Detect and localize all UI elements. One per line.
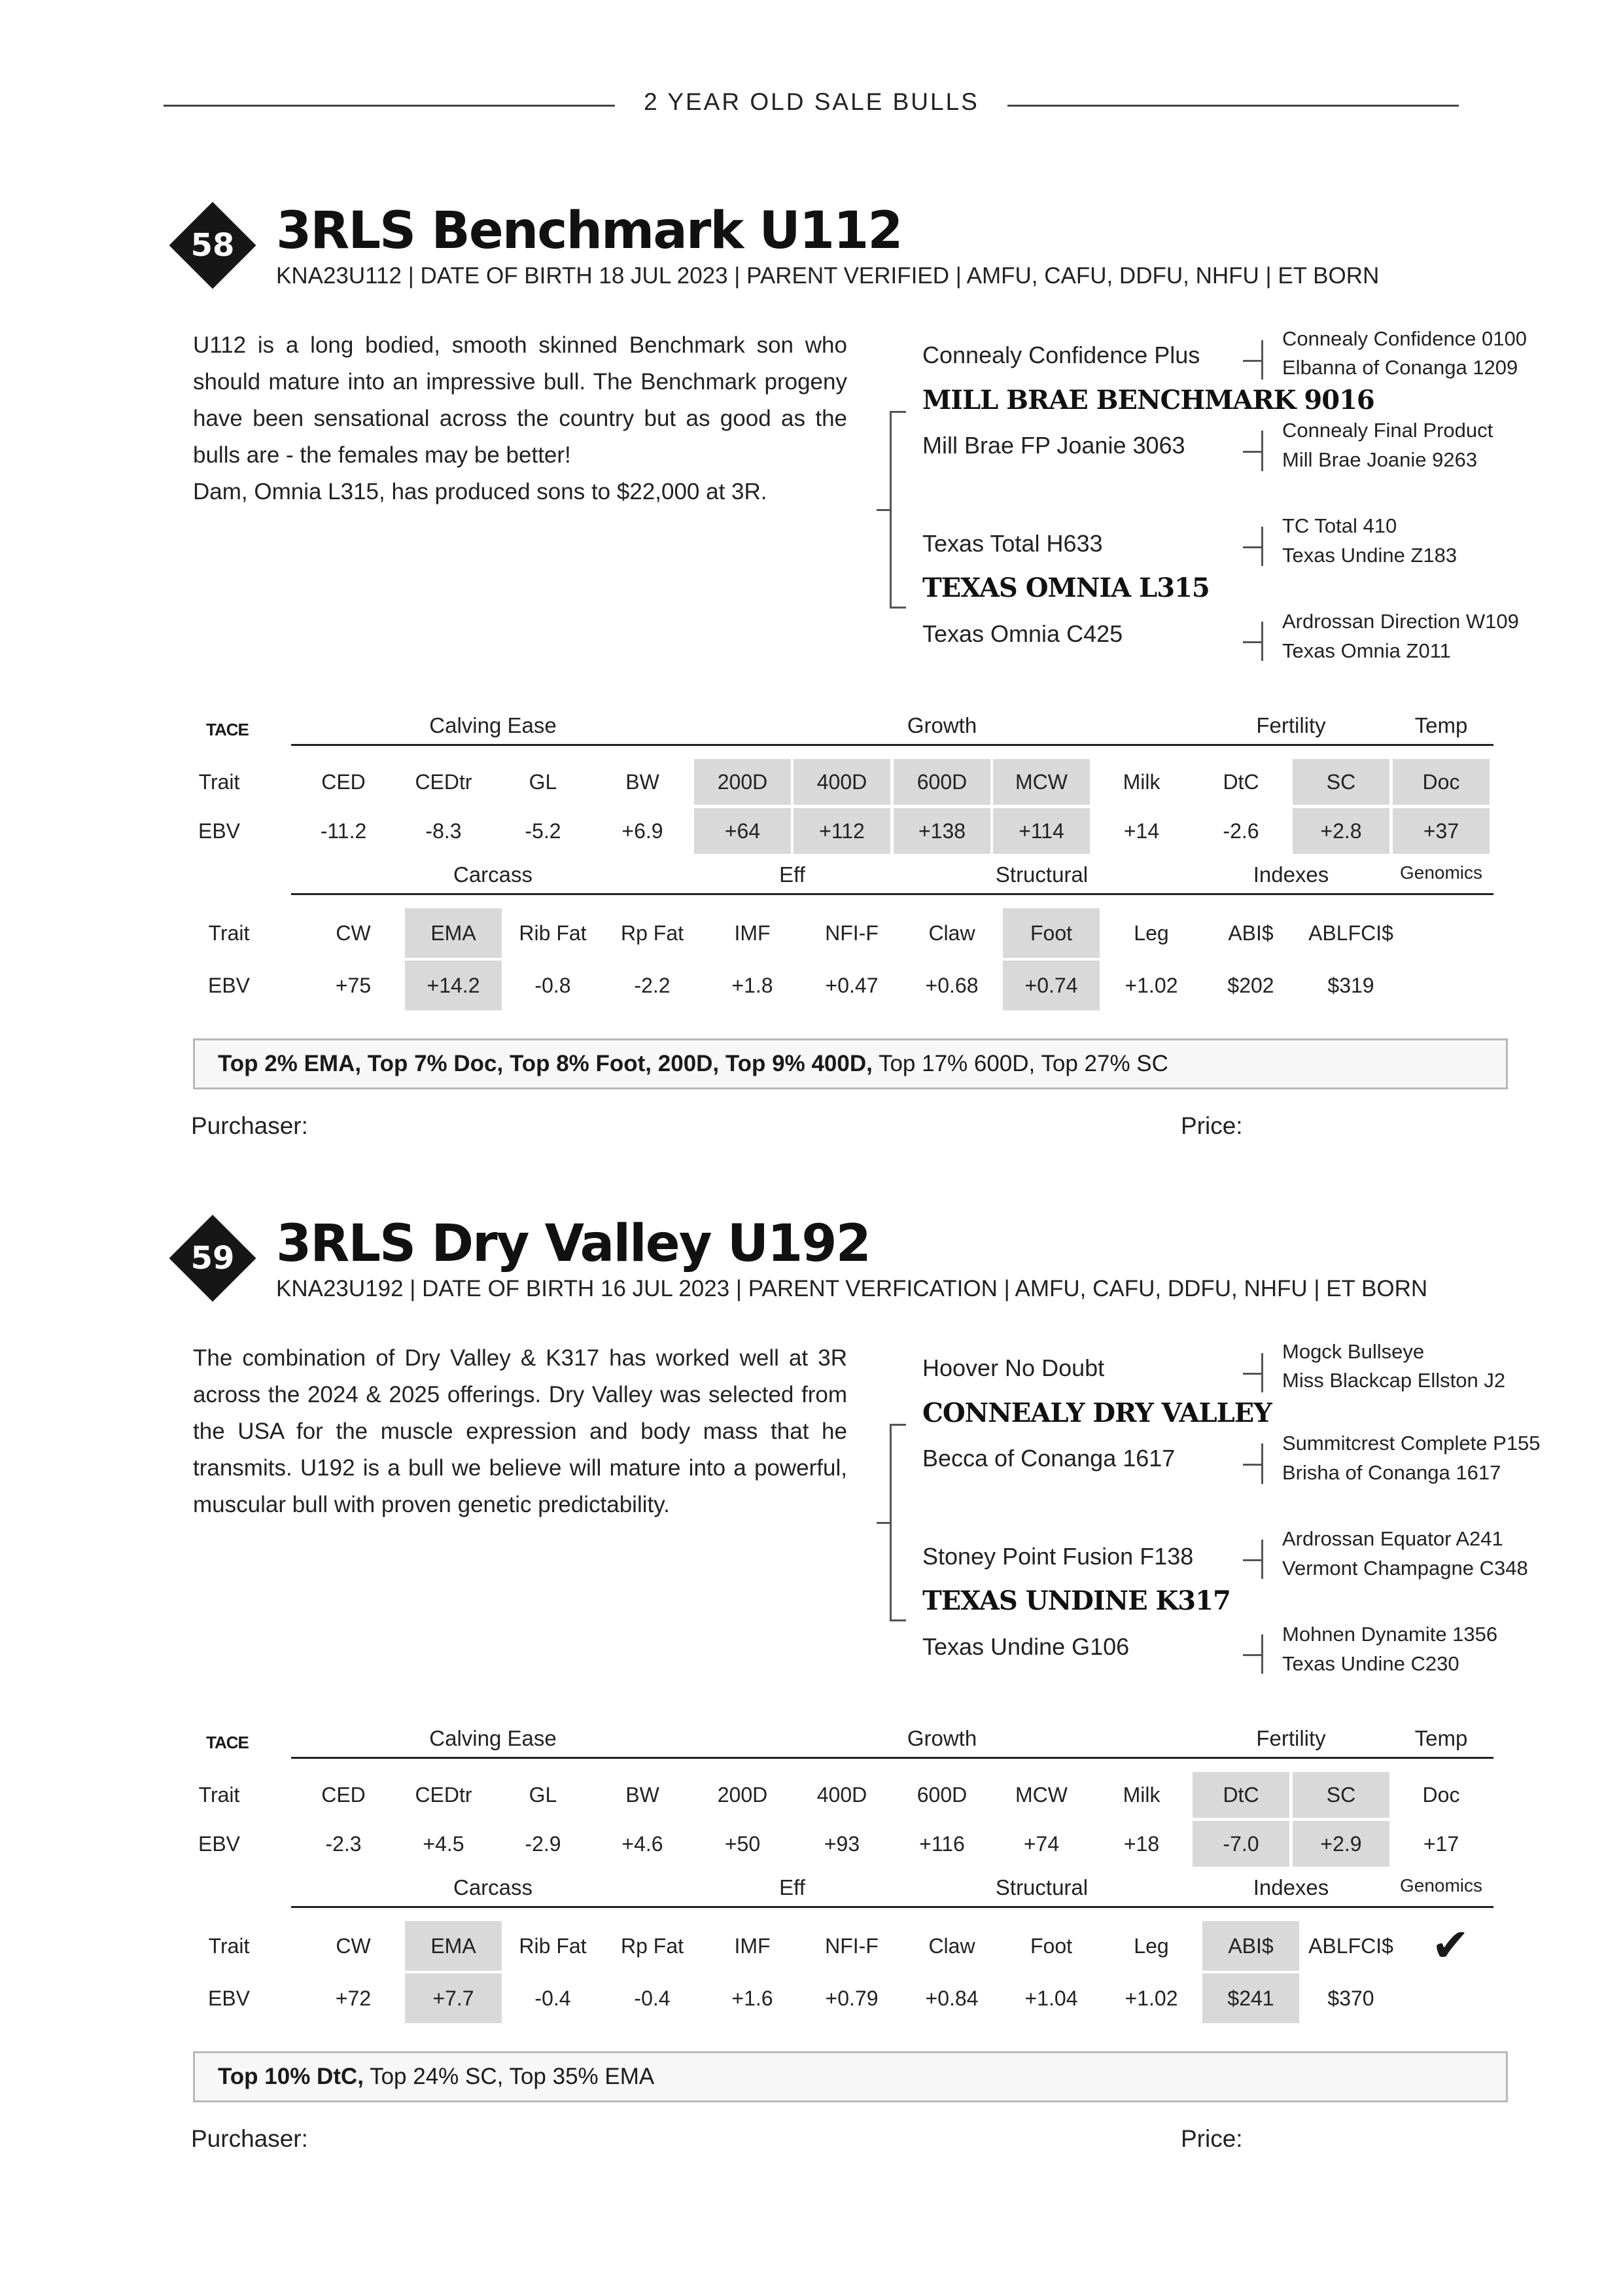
ebv-value: +74 <box>1023 1832 1060 1856</box>
pedigree-line <box>1261 527 1263 566</box>
ebv-value: +114 <box>993 808 1090 854</box>
pedigree-sire-sire: Connealy Confidence Plus <box>922 342 1200 368</box>
pedigree-sire: CONNEALY DRY VALLEY <box>922 1398 1272 1428</box>
trait-header: ABI$ <box>1202 1921 1299 1971</box>
group-header: Genomics <box>1399 1875 1483 1896</box>
pedigree-gp: Texas Undine Z183 <box>1282 544 1457 567</box>
trait-header: Foot <box>1030 1934 1073 1958</box>
trait-header: Doc <box>1422 1783 1460 1807</box>
pedigree-gp: Miss Blackcap Ellston J2 <box>1282 1369 1506 1392</box>
trait-header: Claw <box>928 1934 975 1958</box>
trait-header: NFI-F <box>825 921 879 945</box>
ebv-value: $319 <box>1327 974 1374 997</box>
ebv-value: +17 <box>1423 1832 1459 1856</box>
trait-header: GL <box>529 1783 557 1807</box>
row-label-ebv: EBV <box>198 1832 241 1856</box>
lot-section <box>0 190 1623 1204</box>
table-rule <box>291 744 1493 746</box>
price-label: Price: <box>1181 2125 1243 2152</box>
pedigree-line <box>1243 360 1261 362</box>
trait-header: Leg <box>1134 1934 1169 1958</box>
lot-name: 3RLS Benchmark U112 <box>276 202 902 260</box>
ebv-value: +64 <box>694 808 791 854</box>
pedigree-line <box>1243 1654 1261 1656</box>
price-label: Price: <box>1181 1112 1243 1139</box>
pedigree-gp: Summitcrest Complete P155 <box>1282 1432 1541 1455</box>
lot-meta: KNA23U192 | DATE OF BIRTH 16 JUL 2023 | PARENT VERFICATION | AMFU, CAFU, DDFU, NHFU | ET BORN <box>276 1276 1428 1301</box>
lot-number: 59 <box>190 1240 235 1277</box>
ebv-value: +112 <box>794 808 890 854</box>
ebv-value: +75 <box>335 974 372 997</box>
ebv-value: +0.84 <box>925 1987 979 2010</box>
trait-header: DtC <box>1193 1772 1289 1818</box>
pedigree-sire-sire: Hoover No Doubt <box>922 1354 1105 1381</box>
group-header: Eff <box>779 1875 805 1899</box>
trait-header: EMA <box>405 1921 502 1971</box>
ebv-value: -7.0 <box>1193 1821 1289 1867</box>
ebv-value: +14 <box>1123 819 1160 843</box>
ebv-value: -2.2 <box>634 974 671 997</box>
pedigree-dam: TEXAS OMNIA L315 <box>922 573 1210 603</box>
trait-header: 400D <box>794 759 890 805</box>
pedigree-gp: Connealy Confidence 0100 <box>1282 327 1527 350</box>
pedigree-dam-dam: Texas Undine G106 <box>922 1633 1130 1660</box>
pedigree-line <box>890 607 906 609</box>
group-header: Fertility <box>1256 713 1326 737</box>
pedigree-gp: Connealy Final Product <box>1282 419 1493 442</box>
trait-header: Doc <box>1393 759 1490 805</box>
pedigree-line <box>1261 1634 1263 1674</box>
pedigree-gp: Mohnen Dynamite 1356 <box>1282 1623 1498 1646</box>
description-line: Dam, Omnia L315, has produced sons to $22,000 at 3R. <box>193 479 767 504</box>
lot-description <box>193 327 847 510</box>
lot-number-badge <box>170 203 255 288</box>
pedigree-line <box>1261 340 1263 380</box>
trait-header: Rib Fat <box>519 1934 587 1958</box>
group-header: Structural <box>995 1875 1089 1899</box>
top-percentiles-rest: Top 24% SC, Top 35% EMA <box>363 2064 655 2089</box>
pedigree-line <box>1243 1464 1261 1466</box>
ebv-value: -2.9 <box>525 1832 561 1856</box>
pedigree-line <box>1261 622 1263 661</box>
ebv-value: +1.02 <box>1125 974 1178 997</box>
ebv-value: +4.5 <box>423 1832 464 1856</box>
trait-header: CED <box>321 770 366 794</box>
lot-description <box>193 1340 847 1523</box>
group-header: Eff <box>779 862 805 887</box>
pedigree-dam-sire: Texas Total H633 <box>922 530 1103 557</box>
top-percentiles-rest: Top 17% 600D, Top 27% SC <box>872 1051 1168 1076</box>
trait-header: Rib Fat <box>519 921 587 945</box>
trait-header: 200D <box>694 759 791 805</box>
group-header: Carcass <box>453 862 533 887</box>
ebv-value: +50 <box>724 1832 761 1856</box>
row-label-trait: Trait <box>198 770 240 794</box>
pedigree-line <box>1261 1443 1263 1484</box>
pedigree-line <box>1261 1540 1263 1579</box>
group-header: Growth <box>907 713 977 737</box>
trait-header: SC <box>1293 759 1389 805</box>
table-rule <box>291 893 1493 895</box>
pedigree-line <box>1261 1353 1263 1392</box>
ebv-value: +6.9 <box>621 819 663 843</box>
trait-header: 400D <box>816 1783 867 1807</box>
description-line: The combination of Dry Valley & K317 has worked well at 3R across the 2024 & 2025 offerings. Dry Valley was selected from the USA for the muscle expression and body mass that he transmits. U192 is a bull we believe will mature into a powerful, muscular bull with proven genetic predictability. <box>193 1345 847 1517</box>
ebv-value: +14.2 <box>405 961 502 1010</box>
pedigree-sire: MILL BRAE BENCHMARK 9016 <box>922 385 1374 415</box>
pedigree-line <box>1243 1559 1261 1561</box>
ebv-value: -2.3 <box>325 1832 362 1856</box>
ebv-value: $202 <box>1227 974 1274 997</box>
row-label-ebv: EBV <box>198 819 241 843</box>
trait-header: BW <box>625 770 659 794</box>
trait-header: Milk <box>1123 770 1161 794</box>
row-label-ebv: EBV <box>207 1987 251 2010</box>
group-header: Fertility <box>1256 1726 1326 1750</box>
group-header: Structural <box>995 862 1089 887</box>
group-header: Carcass <box>453 1875 533 1899</box>
ebv-value: $241 <box>1202 1973 1299 2023</box>
ebv-value: +1.02 <box>1125 1987 1178 2010</box>
ebv-value: -11.2 <box>320 819 367 843</box>
ebv-value: -0.4 <box>634 1987 671 2010</box>
trait-header: Leg <box>1134 921 1169 945</box>
ebv-value: +0.79 <box>825 1987 879 2010</box>
pedigree-line <box>890 1619 906 1621</box>
table-rule <box>291 1906 1493 1908</box>
pedigree-line <box>890 1424 906 1426</box>
genomics-check-icon: ✔ <box>1431 1920 1470 1971</box>
ebv-value: +72 <box>335 1987 372 2010</box>
row-label-trait: Trait <box>198 1783 240 1807</box>
table-rule <box>291 1757 1493 1759</box>
pedigree-dam-sire: Stoney Point Fusion F138 <box>922 1543 1194 1570</box>
trait-header: IMF <box>734 921 771 945</box>
ebv-value: +4.6 <box>621 1832 663 1856</box>
group-header: Growth <box>907 1726 977 1750</box>
lot-name: 3RLS Dry Valley U192 <box>276 1214 870 1273</box>
trait-header: Claw <box>928 921 975 945</box>
row-label-trait: Trait <box>208 1934 250 1958</box>
trait-header: Milk <box>1123 1783 1161 1807</box>
pedigree-line <box>877 509 891 511</box>
purchaser-label: Purchaser: <box>191 1112 308 1139</box>
pedigree-gp: TC Total 410 <box>1282 514 1397 537</box>
trait-header: CEDtr <box>415 1783 472 1807</box>
lot-meta: KNA23U112 | DATE OF BIRTH 18 JUL 2023 | PARENT VERIFIED | AMFU, CAFU, DDFU, NHFU | ET BORN <box>276 263 1380 289</box>
ebv-value: +7.7 <box>405 1973 502 2023</box>
trait-header: Rp Fat <box>620 921 684 945</box>
pedigree-sire-dam: Becca of Conanga 1617 <box>922 1445 1176 1472</box>
pedigree-line <box>877 1522 891 1524</box>
top-percentiles-bold: Top 10% DtC, <box>218 2064 364 2089</box>
trait-header: IMF <box>734 1934 771 1958</box>
purchaser-label: Purchaser: <box>191 2125 308 2152</box>
tace-logo: TACE <box>206 720 249 739</box>
row-label-ebv: EBV <box>207 974 251 997</box>
trait-header: DtC <box>1223 770 1259 794</box>
trait-header: ABLFCI$ <box>1308 921 1393 945</box>
pedigree-gp: Vermont Champagne C348 <box>1282 1557 1528 1580</box>
pedigree-gp: Brisha of Conanga 1617 <box>1282 1461 1501 1484</box>
trait-header: Rp Fat <box>620 1934 684 1958</box>
group-header: Indexes <box>1253 862 1329 887</box>
trait-header: 600D <box>916 1783 968 1807</box>
ebv-value: +1.04 <box>1024 1987 1078 2010</box>
top-percentiles-box <box>193 1038 1508 1089</box>
pedigree-line <box>890 411 906 413</box>
ebv-value: +37 <box>1393 808 1490 854</box>
pedigree <box>870 321 1590 687</box>
lot-number: 58 <box>190 227 235 264</box>
trait-header: 600D <box>894 759 990 805</box>
group-header: Temp <box>1414 713 1468 737</box>
pedigree <box>870 1333 1590 1700</box>
trait-header: MCW <box>1015 1783 1068 1807</box>
ebv-value: -5.2 <box>525 819 561 843</box>
group-header: Calving Ease <box>429 1726 557 1750</box>
ebv-value: -0.8 <box>534 974 571 997</box>
ebv-value: +2.9 <box>1293 1821 1389 1867</box>
trait-header: BW <box>625 1783 659 1807</box>
group-header: Temp <box>1414 1726 1468 1750</box>
ebv-value: +0.68 <box>925 974 979 997</box>
ebv-value: +0.47 <box>825 974 879 997</box>
pedigree-line <box>1243 641 1261 643</box>
top-percentiles-bold: Top 2% EMA, Top 7% Doc, Top 8% Foot, 200D, Top 9% 400D, <box>218 1051 873 1076</box>
group-header: Calving Ease <box>429 713 557 737</box>
pedigree-gp: Ardrossan Direction W109 <box>1282 610 1519 633</box>
pedigree-dam-dam: Texas Omnia C425 <box>922 620 1123 647</box>
pedigree-gp: Ardrossan Equator A241 <box>1282 1527 1503 1550</box>
trait-header: CW <box>336 921 371 945</box>
ebv-value: +138 <box>894 808 990 854</box>
trait-header: EMA <box>405 908 502 958</box>
lot-number-badge <box>170 1216 255 1301</box>
pedigree-line <box>1243 1373 1261 1375</box>
trait-header: MCW <box>993 759 1090 805</box>
pedigree-line <box>1243 546 1261 548</box>
pedigree-sire-dam: Mill Brae FP Joanie 3063 <box>922 432 1185 459</box>
pedigree-line <box>1261 431 1263 471</box>
group-header: Indexes <box>1253 1875 1329 1899</box>
ebv-value: +0.74 <box>1003 961 1100 1010</box>
top-percentiles-box <box>193 2051 1508 2102</box>
tace-logo: TACE <box>206 1733 249 1752</box>
ebv-value: +1.6 <box>731 1987 773 2010</box>
row-label-trait: Trait <box>208 921 250 945</box>
pedigree-gp: Texas Undine C230 <box>1282 1652 1459 1675</box>
ebv-value: +2.8 <box>1293 808 1389 854</box>
ebv-value: -8.3 <box>425 819 462 843</box>
trait-header: SC <box>1293 1772 1389 1818</box>
lot-section <box>0 1203 1623 2217</box>
trait-header: GL <box>529 770 557 794</box>
trait-header: ABLFCI$ <box>1308 1934 1393 1958</box>
ebv-table <box>193 1726 1508 2010</box>
ebv-value: +116 <box>919 1832 965 1856</box>
ebv-table <box>193 713 1508 995</box>
pedigree-line <box>1243 451 1261 453</box>
description-line: U112 is a long bodied, smooth skinned Benchmark son who should mature into an impressive bull. The Benchmark progeny have been sensational across the country but as good as the bulls are - the females may be better! <box>193 332 847 468</box>
ebv-value: +1.8 <box>731 974 773 997</box>
trait-header: NFI-F <box>825 1934 879 1958</box>
pedigree-gp: Mill Brae Joanie 9263 <box>1282 448 1478 471</box>
trait-header: Foot <box>1003 908 1100 958</box>
trait-header: ABI$ <box>1228 921 1274 945</box>
trait-header: CEDtr <box>415 770 472 794</box>
trait-header: CED <box>321 1783 366 1807</box>
pedigree-gp: Mogck Bullseye <box>1282 1340 1425 1363</box>
ebv-value: +18 <box>1123 1832 1160 1856</box>
trait-header: CW <box>336 1934 371 1958</box>
ebv-value: -2.6 <box>1223 819 1259 843</box>
page-header-title: 2 YEAR OLD SALE BULLS <box>644 88 979 115</box>
ebv-value: +93 <box>824 1832 860 1856</box>
trait-header: 200D <box>717 1783 768 1807</box>
header-rule-right <box>1007 105 1459 107</box>
pedigree-gp: Elbanna of Conanga 1209 <box>1282 356 1518 379</box>
pedigree-dam: TEXAS UNDINE K317 <box>922 1585 1230 1616</box>
ebv-value: $370 <box>1327 1987 1374 2010</box>
pedigree-gp: Texas Omnia Z011 <box>1282 639 1451 662</box>
group-header: Genomics <box>1399 862 1483 883</box>
ebv-value: -0.4 <box>534 1987 571 2010</box>
